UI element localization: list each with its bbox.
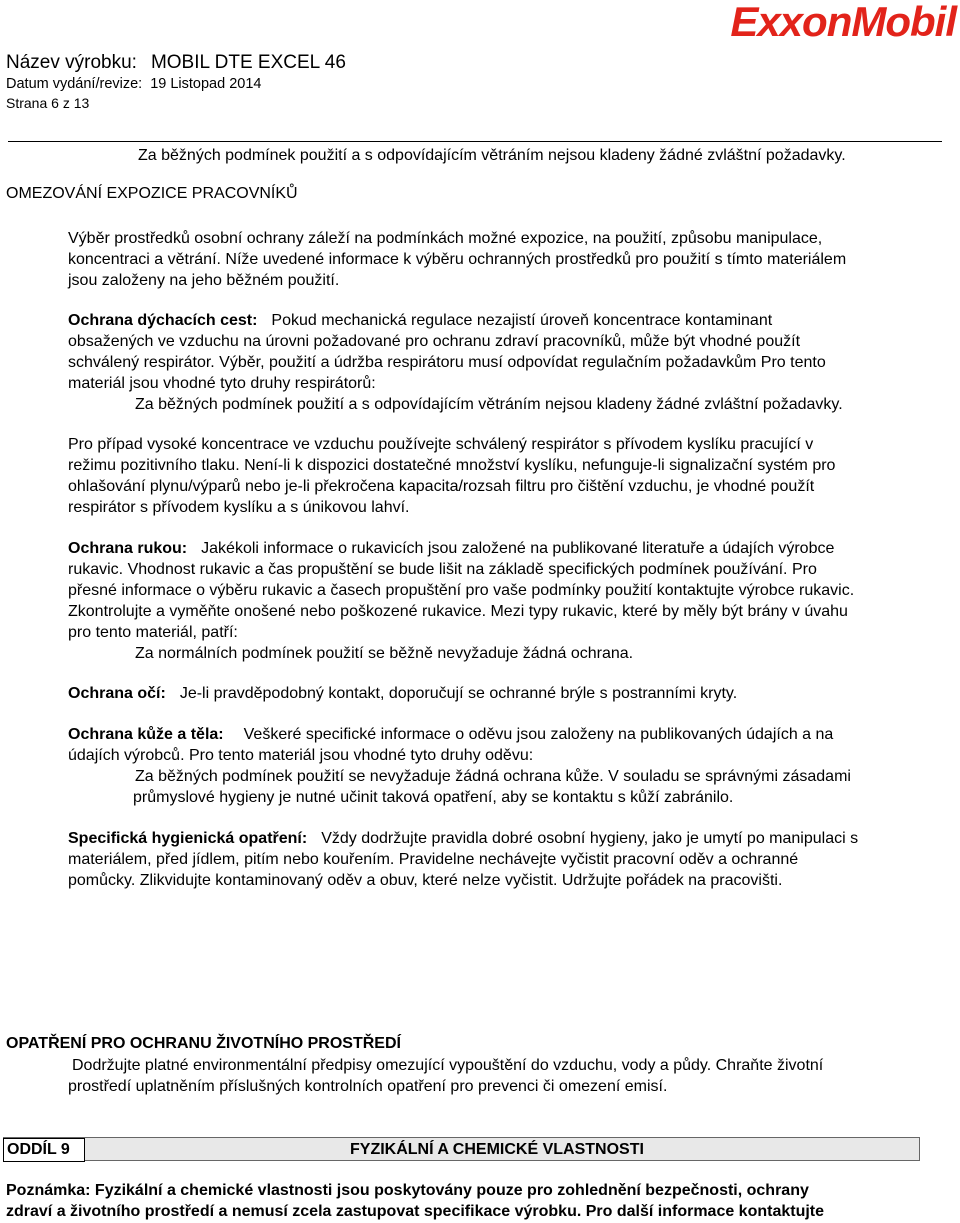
hygiene-label: Specifická hygienická opatření: — [68, 830, 308, 847]
hand-line-4: Zkontrolujte a vyměňte onošené nebo poškozené rukavice. Mezi typy rukavic, které by měly být brány v úvahu — [68, 603, 848, 620]
respiratory-line-2: obsažených ve vzduchu na úrovni požadované pro ochranu zdraví pracovníků, může být vhodné použít — [68, 333, 801, 350]
intro-line-2: koncentraci a větrání. Níže uvedené informace k výběru ochranných prostředků pro použití s tímto materiálem — [68, 251, 847, 268]
respiratory-line-1 — [68, 311, 772, 331]
product-line — [6, 52, 346, 74]
logo-text: ExxonMobil — [730, 0, 956, 45]
env-line-2: prostředí uplatněním příslušných kontrolních opatření pro prevenci či omezení emisí. — [68, 1078, 668, 1095]
skin-text-1: Veškeré specifické informace o oděvu jsou založeny na publikovaných údajích a na — [243, 726, 834, 743]
respiratory-line-4: materiál jsou vhodné tyto druhy respirátorů: — [68, 375, 376, 392]
eye-text: Je-li pravděpodobný kontakt, doporučují se ochranné brýle s postranními kryty. — [179, 685, 738, 702]
skin-indented-2: průmyslové hygieny je nutné učinit taková opatření, aby se kontaktu s kůží zabránilo. — [133, 789, 734, 806]
exxonmobil-logo — [730, 0, 956, 44]
respiratory-label: Ochrana dýchacích cest: — [68, 312, 258, 329]
high-conc-line-3: ohlašování plynu/výparů nebo je-li překročena kapacita/rozsah filtru pro čištění vzduchu, je vhodné použít — [68, 478, 815, 495]
date-label: Datum vydání/revize: — [6, 76, 143, 92]
hygiene-line-3: pomůcky. Zlikvidujte kontaminovaný oděv a obuv, které nelze vyčistit. Udržujte pořádek na pracovišti. — [68, 872, 783, 889]
top-note: Za běžných podmínek použití a s odpovídajícím větráním nejsou kladeny žádné zvláštní požadavky. — [138, 147, 846, 164]
respiratory-line-3: schválený respirátor. Výběr, použití a údržba respirátoru musí odpovídat regulačním požadavkům Pro tento — [68, 354, 826, 371]
skin-line-1 — [68, 725, 833, 745]
exposure-heading: OMEZOVÁNÍ EXPOZICE PRACOVNÍKŮ — [6, 185, 298, 202]
header-rule — [8, 141, 942, 142]
high-conc-line-4: respirátor s přívodem kyslíku a s únikovou lahví. — [68, 499, 410, 516]
date-line — [6, 76, 261, 92]
high-conc-line-2: režimu pozitivního tlaku. Není-li k dispozici dostatečné množství kyslíku, nefunguje-li signalizační systém pro — [68, 457, 836, 474]
intro-line-1: Výběr prostředků osobní ochrany záleží na podmínkách možné expozice, na použití, způsobu manipulace, — [68, 230, 823, 247]
note-line-2: zdraví a životního prostředí a nemusí zcela zastupovat specifikace výrobku. Pro další informace kontaktujte — [6, 1203, 825, 1220]
respiratory-text-1: Pokud mechanická regulace nezajistí úroveň koncentrace kontaminant — [271, 312, 773, 329]
hand-line-5: pro tento materiál, patří: — [68, 624, 238, 641]
section-9-number: ODDÍL 9 — [7, 1141, 70, 1158]
hand-text-1: Jakékoli informace o rukavicích jsou založené na publikované literatuře a údajích výrobce — [201, 540, 835, 557]
hand-line-1 — [68, 539, 834, 559]
high-conc-line-1: Pro případ vysoké koncentrace ve vzduchu používejte schválený respirátor s přívodem kyslíku pracující v — [68, 436, 814, 453]
page-info: Strana 6 z 13 — [6, 95, 90, 111]
note-line-1: Poznámka: Fyzikální a chemické vlastnosti jsou poskytovány pouze pro zohlednění bezpečnosti, ochrany — [6, 1182, 809, 1199]
hand-label: Ochrana rukou: — [68, 540, 188, 557]
hygiene-text-1: Vždy dodržujte pravidla dobré osobní hygieny, jako je umytí po manipulaci s — [321, 830, 859, 847]
section-9-title: FYZIKÁLNÍ A CHEMICKÉ VLASTNOSTI — [350, 1141, 644, 1158]
product-label: Název výrobku: — [6, 52, 137, 73]
eye-line — [68, 684, 737, 704]
respiratory-indented: Za běžných podmínek použití a s odpovídajícím větráním nejsou kladeny žádné zvláštní požadavky. — [135, 396, 843, 413]
env-heading: OPATŘENÍ PRO OCHRANU ŽIVOTNÍHO PROSTŘEDÍ — [6, 1035, 401, 1052]
skin-label: Ochrana kůže a těla: — [68, 726, 224, 743]
skin-line-2: údajích výrobců. Pro tento materiál jsou vhodné tyto druhy oděvu: — [68, 747, 534, 764]
date-value: 19 Listopad 2014 — [150, 76, 262, 92]
hand-line-2: rukavic. Vhodnost rukavic a čas propuštění se bude lišit na základě specifických podmínek používání. Pro — [68, 561, 817, 578]
skin-indented-1: Za běžných podmínek použití se nevyžaduje žádná ochrana kůže. V souladu se správnými zásadami — [135, 768, 851, 785]
hand-line-3: přesné informace o výběru rukavic a časech propuštění pro vaše podmínky použití kontaktujte výrobce rukavic. — [68, 582, 855, 599]
hygiene-line-1 — [68, 829, 858, 849]
product-name: MOBIL DTE EXCEL 46 — [150, 52, 346, 73]
hand-indented: Za normálních podmínek použití se běžně nevyžaduje žádná ochrana. — [135, 645, 634, 662]
env-line-1: Dodržujte platné environmentální předpisy omezující vypouštění do vzduchu, vody a půdy. Chraňte životní — [72, 1057, 824, 1074]
eye-label: Ochrana očí: — [68, 685, 166, 702]
hygiene-line-2: materiálem, před jídlem, pitím nebo kouřením. Pravidelne nechávejte vyčistit pracovní oděv a ochranné — [68, 851, 799, 868]
intro-line-3: jsou založeny na jeho běžném použití. — [68, 272, 340, 289]
